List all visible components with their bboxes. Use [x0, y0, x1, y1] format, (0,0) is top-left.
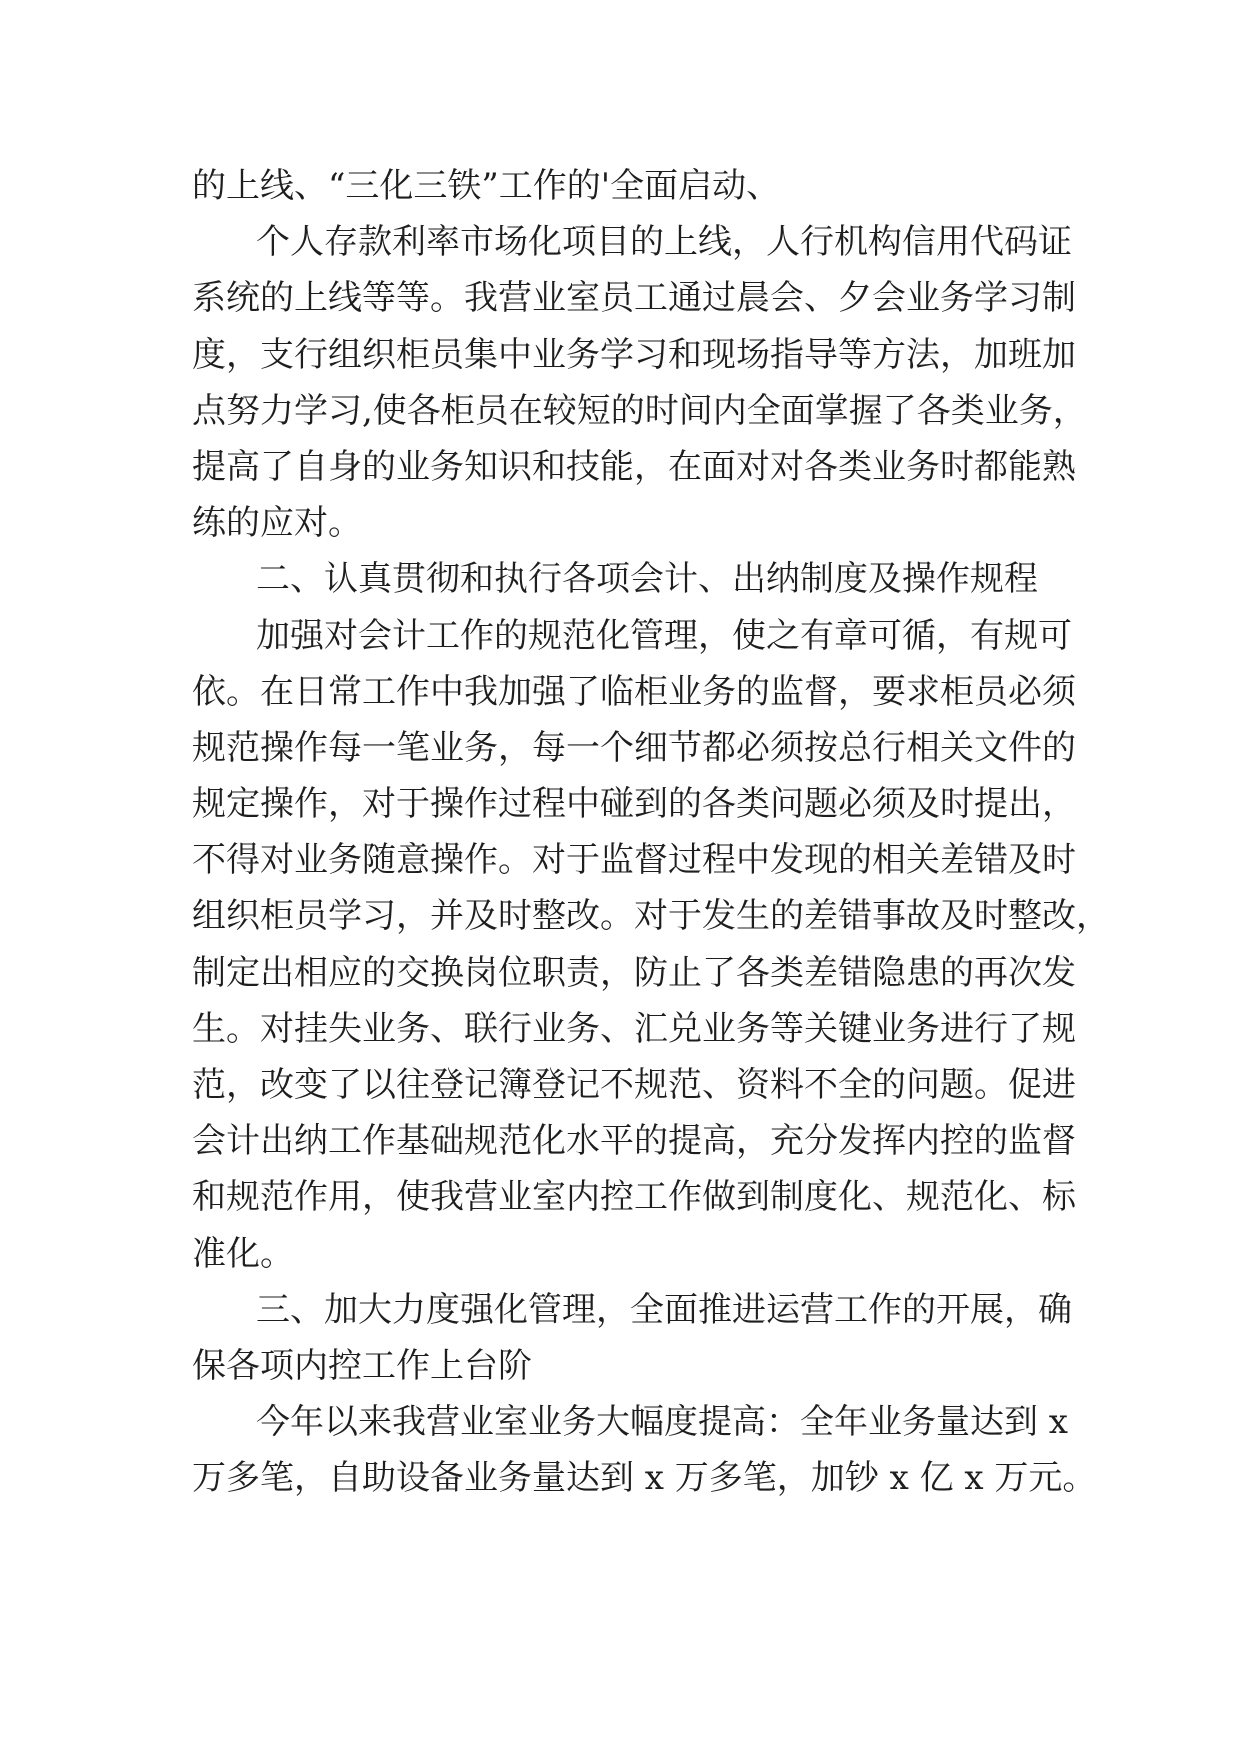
text-line: 点努力学习,使各柜员在较短的时间内全面掌握了各类业务，: [192, 390, 1087, 431]
text-line: 准化。: [192, 1233, 294, 1274]
text-line: 今年以来我营业室业务大幅度提高：全年业务量达到 x: [256, 1402, 1068, 1443]
text-line: 提高了自身的业务知识和技能，在面对对各类业务时都能熟: [192, 446, 1076, 487]
text-line: 个人存款利率市场化项目的上线，人行机构信用代码证: [256, 222, 1072, 263]
text-line: 和规范作用，使我营业室内控工作做到制度化、规范化、标: [192, 1177, 1076, 1218]
text-line: 依。在日常工作中我加强了临柜业务的监督，要求柜员必须: [192, 671, 1076, 712]
text-line: 制定出相应的交换岗位职责，防止了各类差错隐患的再次发: [192, 952, 1076, 993]
text-line: 练的应对。: [192, 503, 362, 544]
text-line: 万多笔，自助设备业务量达到 x 万多笔，加钞 x 亿 x 万元。: [192, 1458, 1097, 1499]
text-line: 规范操作每一笔业务，每一个细节都必须按总行相关文件的: [192, 727, 1076, 768]
text-line: 度，支行组织柜员集中业务学习和现场指导等方法，加班加: [192, 334, 1076, 375]
text-line: 组织柜员学习，并及时整改。对于发生的差错事故及时整改，: [192, 896, 1110, 937]
text-line: 规定操作，对于操作过程中碰到的各类问题必须及时提出，: [192, 784, 1076, 825]
section-heading: 二、认真贯彻和执行各项会计、出纳制度及操作规程: [256, 559, 1038, 600]
section-heading-continued: 保各项内控工作上台阶: [192, 1345, 532, 1386]
document-body: [192, 158, 1110, 1507]
text-line: 会计出纳工作基础规范化水平的提高，充分发挥内控的监督: [192, 1121, 1076, 1162]
text-line: 不得对业务随意操作。对于监督过程中发现的相关差错及时: [192, 840, 1076, 881]
text-line: 范，改变了以往登记簿登记不规范、资料不全的问题。促进: [192, 1065, 1076, 1105]
text-line: 加强对会计工作的规范化管理，使之有章可循，有规可: [256, 615, 1072, 656]
text-line: 系统的上线等等。我营业室员工通过晨会、夕会业务学习制: [192, 278, 1076, 319]
section-heading: 三、加大力度强化管理，全面推进运营工作的开展，确: [256, 1289, 1072, 1330]
text-line: 生。对挂失业务、联行业务、汇兑业务等关键业务进行了规: [192, 1008, 1076, 1049]
text-line: 的上线、“三化三铁”工作的'全面启动、: [192, 166, 781, 206]
